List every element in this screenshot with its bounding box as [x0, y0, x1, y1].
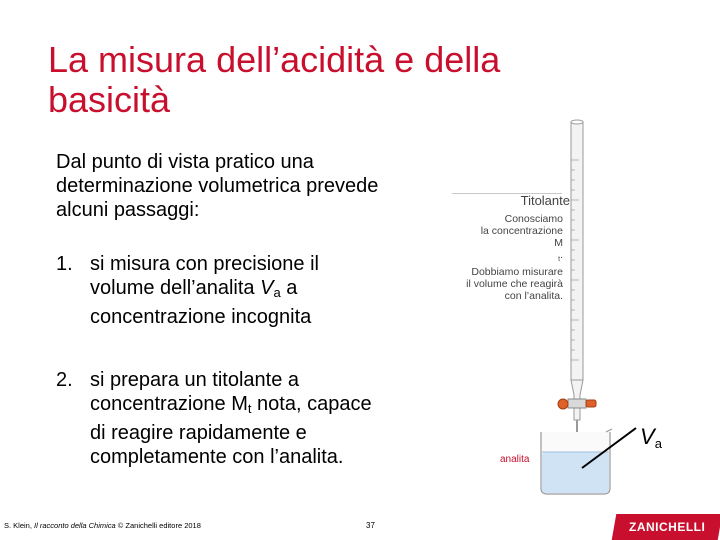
list-item-line: si misura con precisione il	[90, 253, 319, 275]
burette-top	[571, 120, 583, 124]
stopcock-body	[568, 399, 586, 408]
subscript: a	[654, 436, 662, 451]
titolante-line: il volume che reagirà	[466, 278, 563, 291]
list-item-line: concentrazione incognita	[90, 306, 312, 328]
list-item-line: di reagire rapidamente e	[90, 422, 307, 444]
logo-text: ZANICHELLI	[628, 520, 706, 534]
titolante-line: Conosciamo	[504, 213, 563, 225]
titolante-heading: Titolante	[520, 193, 570, 208]
list-number: 1.	[56, 253, 73, 275]
variable-v: V	[640, 424, 655, 449]
text-run: nota, capace	[251, 393, 372, 415]
text-run: concentrazione M	[90, 393, 248, 415]
variable-v: V	[260, 277, 274, 299]
credit-publisher: © Zanichelli editore 2018	[115, 521, 201, 530]
titolante-line: la concentrazione	[480, 225, 563, 237]
subscript: t	[247, 401, 252, 416]
list-item-line: si prepara un titolante a	[90, 369, 300, 391]
page-number: 37	[366, 521, 375, 530]
title-line-1: La misura dell’acidità e della	[48, 39, 501, 80]
burette-tube	[571, 122, 583, 380]
titolante-description	[450, 213, 563, 302]
footer-credit	[4, 521, 201, 530]
list-item-line: completamente con l’analita.	[90, 446, 344, 468]
title-line-2: basicità	[48, 79, 171, 120]
analita-label: analita	[500, 454, 530, 465]
titolante-line: M $_t$.	[450, 237, 563, 266]
stopcock-handle	[586, 400, 596, 407]
text-run: a	[280, 277, 298, 299]
beaker-spout	[606, 429, 612, 432]
subscript: t	[558, 256, 561, 264]
credit-book-title: Il racconto della Chimica	[34, 521, 116, 530]
subscript: a	[273, 285, 281, 300]
titolante-line: con l’analita.	[504, 290, 563, 303]
publisher-logo	[612, 514, 720, 540]
va-label	[640, 424, 662, 451]
intro-line-1: Dal punto di vista pratico una	[56, 151, 314, 173]
credit-author: S. Klein,	[4, 521, 35, 530]
titolante-line: Dobbiamo misurare	[471, 266, 563, 279]
text-run: volume dell’analita	[90, 277, 261, 299]
intro-line-3: alcuni passaggi:	[56, 199, 200, 221]
list-number: 2.	[56, 369, 73, 391]
intro-line-2: determinazione volumetrica prevede	[56, 175, 379, 197]
analita-liquid	[542, 452, 609, 493]
stopcock-knob-left	[558, 399, 568, 409]
text-run: M	[554, 237, 563, 249]
